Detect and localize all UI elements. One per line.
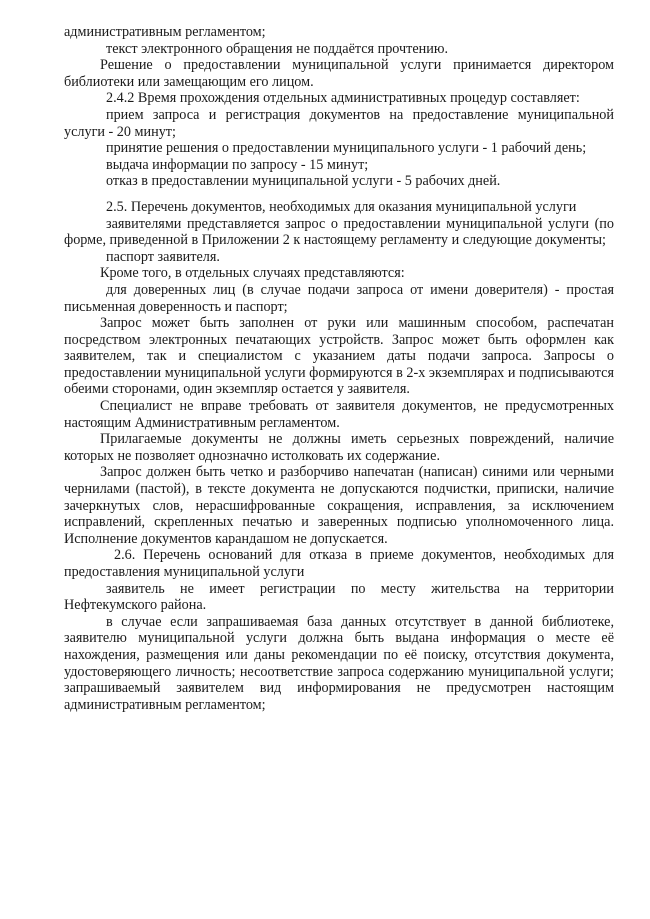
paragraph: заявителями представляется запрос о предоставлении муниципальной услуги (по форме, приведенной в Приложении 2 к настоящему регламенту и следующие документы;: [64, 215, 614, 249]
text-line: Кроме того, в отдельных случаях представляются:: [100, 265, 405, 282]
paragraph: для доверенных лиц (в случае подачи запроса от имени доверителя) - простая письменная доверенность и паспорт;: [64, 281, 614, 315]
paragraph: прием запроса и регистрация документов на предоставление муниципальной услуги - 20 минут;: [64, 106, 614, 140]
section-heading: 2.5. Перечень документов, необходимых для оказания муниципальной услуги: [106, 198, 577, 215]
section-heading: 2.6. Перечень оснований для отказа в приеме документов, необходимых для предоставления муниципальной услуги: [64, 547, 614, 580]
text-line: текст электронного обращения не поддаётся прочтению.: [106, 40, 448, 57]
paragraph: в случае если запрашиваемая база данных отсутствует в данной библиотеке, заявителю муниципальной услуги должна быть выдана информация о месте её нахождения, размещения или даны рекомендации по её поиску, отсутствия документа, удостоверяющего личность; несоответствие запроса содержанию муниципальной услуги; запрашиваемый заявителем вид информирования не предусмотрен настоящим административным регламентом;: [64, 613, 614, 713]
text-line: выдача информации по запросу - 15 минут;: [106, 156, 369, 173]
paragraph-gap: [64, 190, 614, 199]
text-line: административным регламентом;: [64, 24, 266, 40]
document-body: [64, 24, 614, 713]
section-heading: 2.4.2 Время прохождения отдельных административных процедур составляет:: [106, 90, 580, 107]
paragraph: принятие решения о предоставлении муниципального услуги - 1 рабочий день;: [106, 140, 587, 157]
paragraph: Запрос должен быть четко и разборчиво напечатан (написан) синими или черными чернилами (пастой), в тексте документа не допускаются подчистки, приписки, наличие зачеркнутых слов, нерасшифрованные сокращения, исправления, за исключением исправлений, скрепленных печатью и заверенных подписью уполномоченного лица. Исполнение документов карандашом не допускается.: [64, 464, 614, 547]
text-line: паспорт заявителя.: [106, 248, 220, 265]
text-line: отказ в предоставлении муниципальной услуги - 5 рабочих дней.: [106, 173, 501, 190]
paragraph: заявитель не имеет регистрации по месту жительства на территории Нефтекумского района.: [64, 580, 614, 614]
paragraph: Запрос может быть заполнен от руки или машинным способом, распечатан посредством электронных печатающих устройств. Запрос может быть оформлен как заявителем, так и специалистом с указанием даты подачи запроса. Запросы о предоставлении муниципальной услуги формируются в 2-х экземплярах и подписываются обеими сторонами, один экземпляр остается у заявителя.: [64, 315, 614, 398]
paragraph: Специалист не вправе требовать от заявителя документов, не предусмотренных настоящим Административным регламентом.: [64, 398, 614, 431]
paragraph: Решение о предоставлении муниципальной услуги принимается директором библиотеки или замещающим его лицом.: [64, 57, 614, 90]
paragraph: Прилагаемые документы не должны иметь серьезных повреждений, наличие которых не позволяет однозначно истолковать их содержание.: [64, 431, 614, 464]
